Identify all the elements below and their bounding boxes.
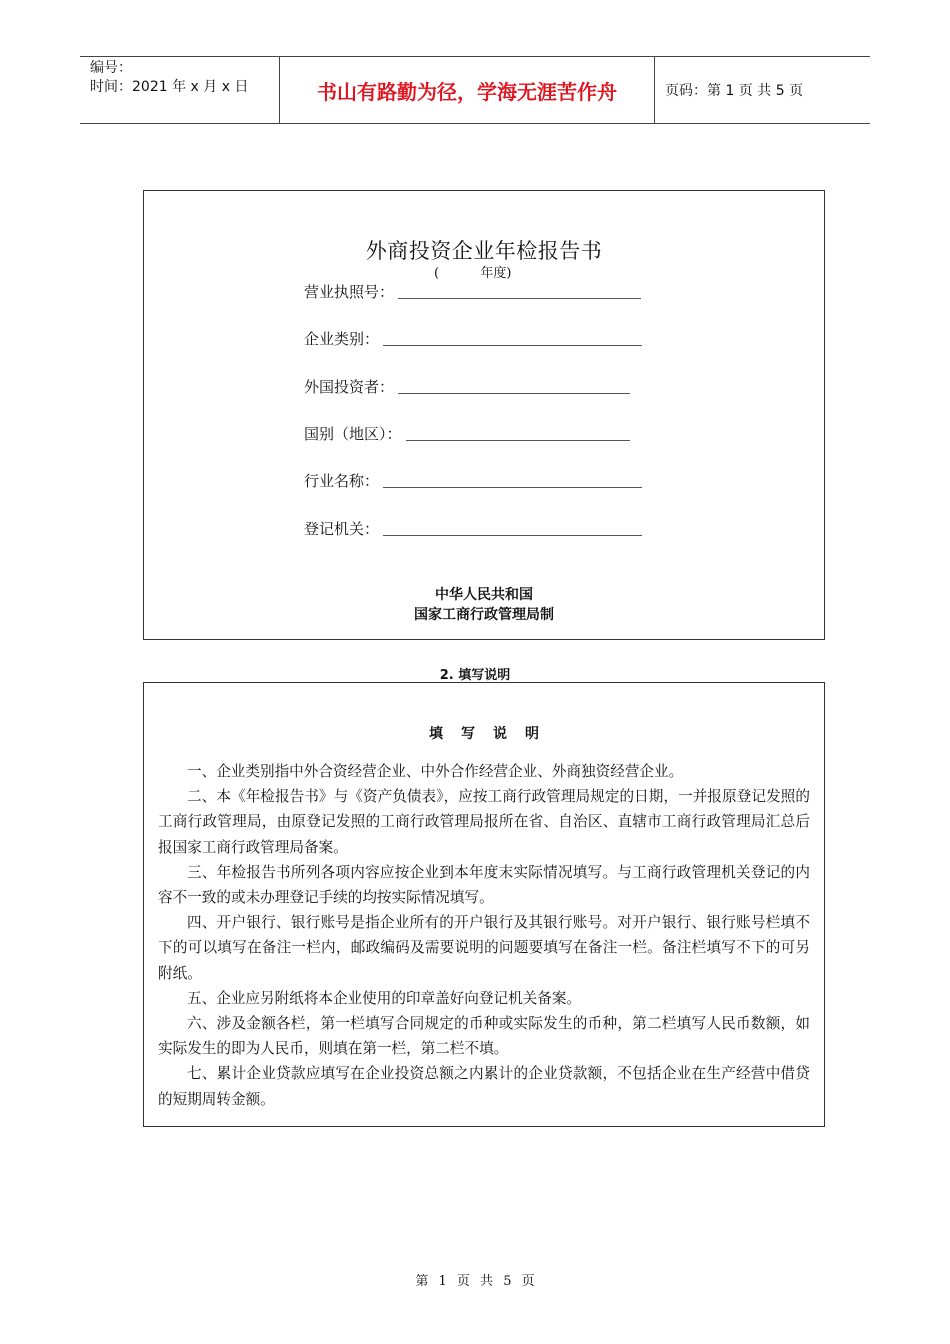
header-page-label: 页码：第 1 页 共 5 页 — [665, 83, 804, 99]
field-label: 企业类别： — [304, 330, 380, 348]
page-footer: 第 1 页 共 5 页 — [415, 1274, 535, 1289]
instructions-title: 填写说明 — [429, 726, 557, 742]
field-label: 营业执照号： — [304, 283, 395, 301]
page-header — [80, 56, 870, 124]
instructions-box — [143, 682, 825, 1127]
instruction-paragraph: 四、开户银行、银行账号是指企业所有的开户银行及其银行账号。对开户银行、银行账号栏填不下的可以填写在备注一栏内，邮政编码及需要说明的问题要填写在备注一栏。备注栏填写不下的可另附纸。 — [158, 914, 810, 982]
cover-box — [143, 190, 825, 640]
field-foreign-investor — [304, 376, 630, 397]
field-label: 外国投资者： — [304, 378, 395, 396]
issuer-line-1: 中华人民共和国 — [435, 587, 533, 603]
instruction-paragraph: 六、涉及金额各栏，第一栏填写合同规定的币种或实际发生的币种，第二栏填写人民币数额，如实际发生的即为人民币，则填在第一栏，第二栏不填。 — [158, 1015, 810, 1058]
header-motto: 书山有路勤为径，学海无涯苦作舟 — [280, 57, 655, 123]
instruction-paragraph: 五、企业应另附纸将本企业使用的印章盖好向登记机关备案。 — [187, 989, 582, 1007]
issuer-line-2: 国家工商行政管理局制 — [414, 607, 554, 623]
cover-year: ( 年度) — [434, 266, 512, 281]
instruction-paragraph: 二、本《年检报告书》与《资产负债表》，应按工商行政管理局规定的日期，一并报原登记发照的工商行政管理局，由原登记发照的工商行政管理局报所在省、自治区、直辖市工商行政管理局汇总后报国家工商行政管理局备案。 — [158, 788, 810, 856]
instruction-paragraph: 七、累计企业贷款应填写在企业投资总额之内累计的企业贷款额，不包括企业在生产经营中借贷的短期周转金额。 — [158, 1065, 810, 1108]
header-meta — [80, 57, 280, 123]
instruction-paragraph: 一、企业类别指中外合资经营企业、中外合作经营企业、外商独资经营企业。 — [187, 763, 684, 780]
instructions-body — [158, 759, 810, 1112]
field-country-region — [304, 423, 630, 444]
field-blank[interactable] — [406, 439, 630, 441]
field-blank[interactable] — [398, 392, 630, 394]
field-license-number — [304, 281, 641, 302]
number-label: 编号： — [90, 60, 132, 76]
field-blank[interactable] — [383, 344, 642, 346]
field-label: 行业名称： — [304, 472, 380, 490]
field-blank[interactable] — [383, 534, 642, 536]
field-industry-name — [304, 470, 642, 491]
section-heading: 2. 填写说明 — [439, 668, 511, 683]
field-enterprise-type — [304, 328, 642, 349]
field-blank[interactable] — [398, 297, 641, 299]
field-blank[interactable] — [383, 486, 642, 488]
cover-title: 外商投资企业年检报告书 — [365, 239, 603, 263]
instruction-paragraph: 三、年检报告书所列各项内容应按企业到本年度末实际情况填写。与工商行政管理机关登记的内容不一致的或未办理登记手续的均按实际情况填写。 — [158, 863, 810, 907]
field-label: 国别（地区）： — [304, 425, 402, 443]
field-label: 登记机关： — [304, 520, 380, 538]
field-registration-authority — [304, 518, 642, 539]
time-label: 时间：2021 年 x 月 x 日 — [90, 79, 249, 95]
